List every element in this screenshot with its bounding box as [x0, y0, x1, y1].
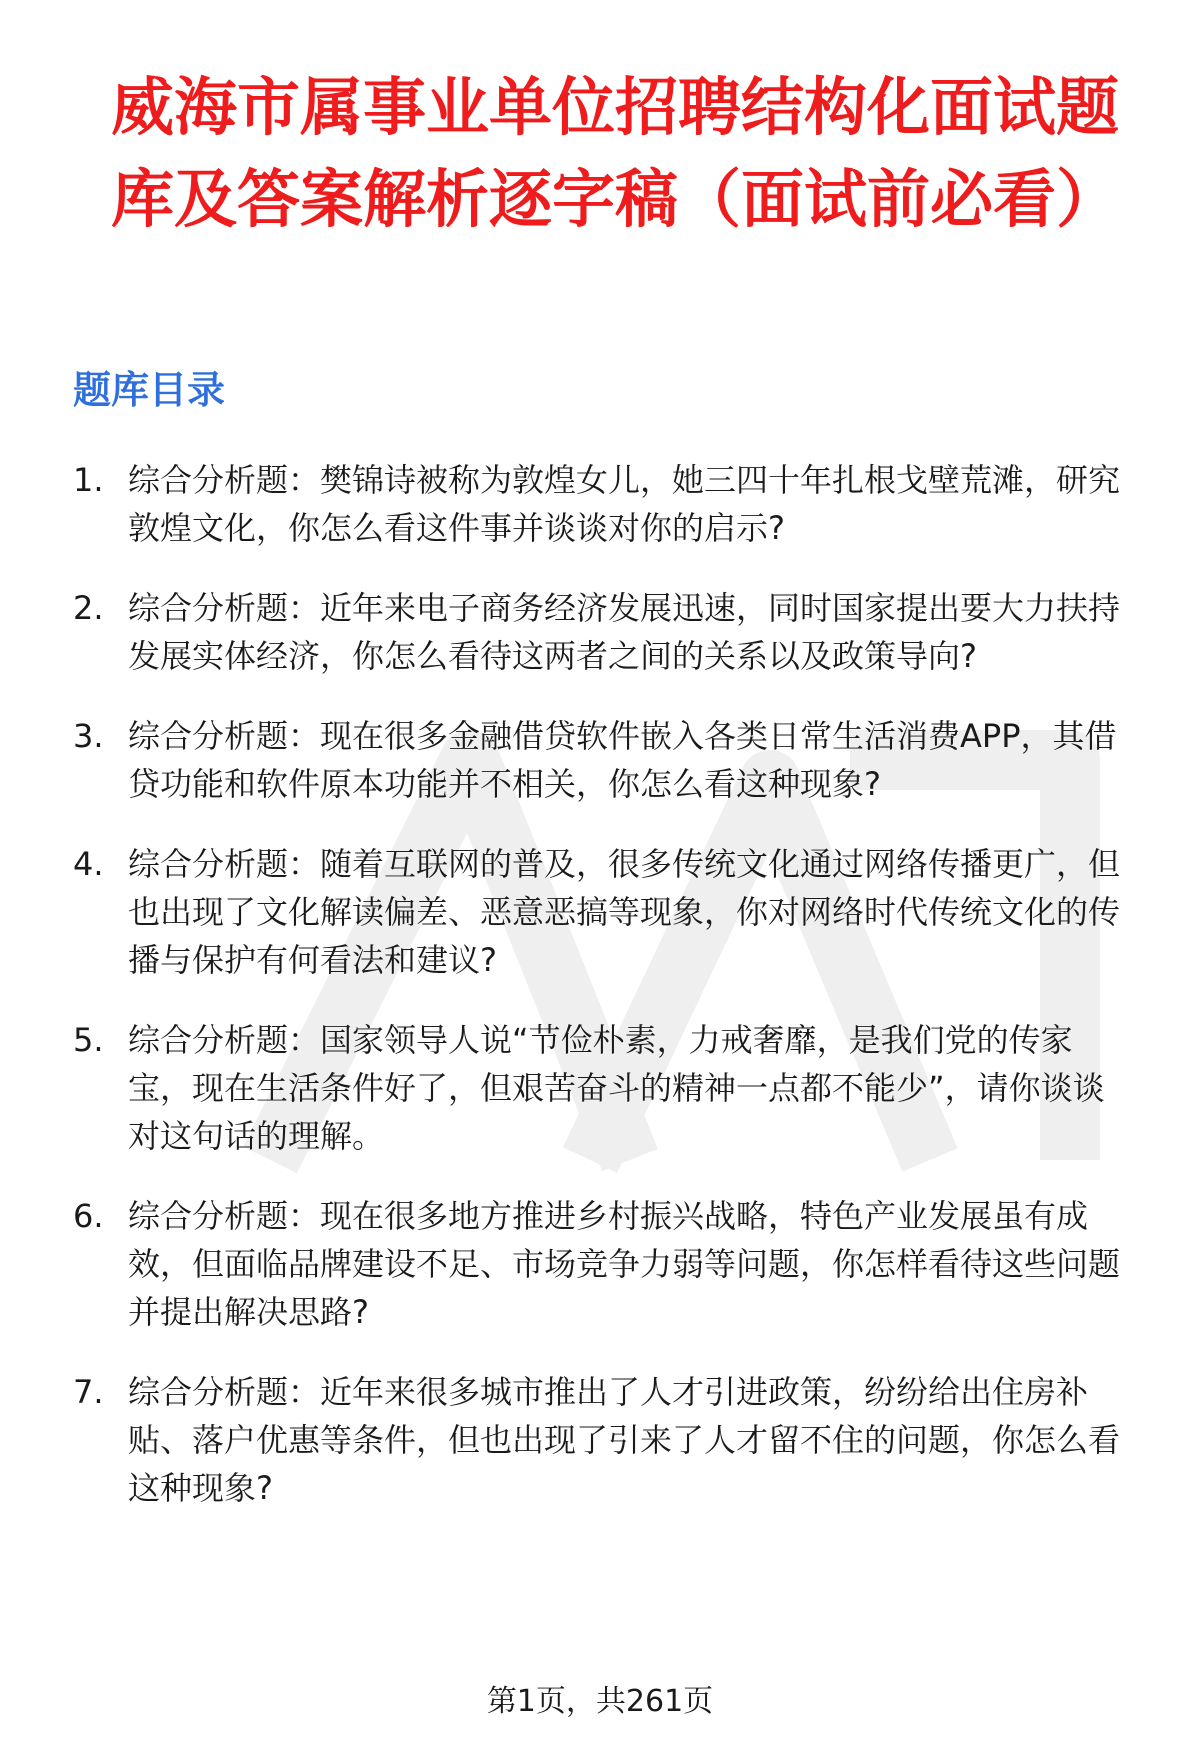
toc-item-number: 2. [73, 589, 104, 627]
toc-item-number: 3. [73, 717, 104, 755]
toc-item-text: 综合分析题：国家领导人说“节俭朴素，力戒奢靡，是我们党的传家宝，现在生活条件好了，但艰苦奋斗的精神一点都不能少”，请你谈谈对这句话的理解。 [128, 1021, 1105, 1155]
document-title: 威海市属事业单位招聘结构化面试题库及答案解析逐字稿（面试前必看） [111, 71, 1119, 236]
toc-item-1[interactable] [73, 456, 1133, 552]
toc-item-text: 综合分析题：现在很多地方推进乡村振兴战略，特色产业发展虽有成效，但面临品牌建设不足、市场竞争力弱等问题，你怎样看待这些问题并提出解决思路? [128, 1197, 1121, 1331]
toc-item-text: 综合分析题：近年来很多城市推出了人才引进政策，纷纷给出住房补贴、落户优惠等条件，但也出现了引来了人才留不住的问题，你怎么看这种现象? [128, 1373, 1121, 1507]
toc-item-number: 1. [73, 461, 104, 499]
page-footer: 第1页，共261页 [486, 1684, 714, 1719]
toc-item-5[interactable] [73, 1016, 1133, 1160]
toc-item-text: 综合分析题：现在很多金融借贷软件嵌入各类日常生活消费APP，其借贷功能和软件原本功能并不相关，你怎么看这种现象? [128, 717, 1117, 803]
toc-item-4[interactable] [73, 840, 1133, 984]
toc-item-3[interactable] [73, 712, 1133, 808]
section-heading-toc: 题库目录 [73, 368, 226, 412]
toc-item-text: 综合分析题：樊锦诗被称为敦煌女儿，她三四十年扎根戈壁荒滩，研究敦煌文化，你怎么看这件事并谈谈对你的启示? [128, 461, 1121, 547]
toc-item-6[interactable] [73, 1192, 1133, 1336]
toc-item-number: 7. [73, 1373, 104, 1411]
toc-item-number: 6. [73, 1197, 104, 1235]
toc-item-text: 综合分析题：随着互联网的普及，很多传统文化通过网络传播更广，但也出现了文化解读偏差、恶意恶搞等现象，你对网络时代传统文化的传播与保护有何看法和建议? [128, 845, 1121, 979]
toc-item-number: 4. [73, 845, 104, 883]
toc-item-text: 综合分析题：近年来电子商务经济发展迅速，同时国家提出要大力扶持发展实体经济，你怎么看待这两者之间的关系以及政策导向? [128, 589, 1121, 675]
toc-item-7[interactable] [73, 1368, 1133, 1512]
toc-item-number: 5. [73, 1021, 104, 1059]
table-of-contents [73, 456, 1133, 1544]
toc-item-2[interactable] [73, 584, 1133, 680]
